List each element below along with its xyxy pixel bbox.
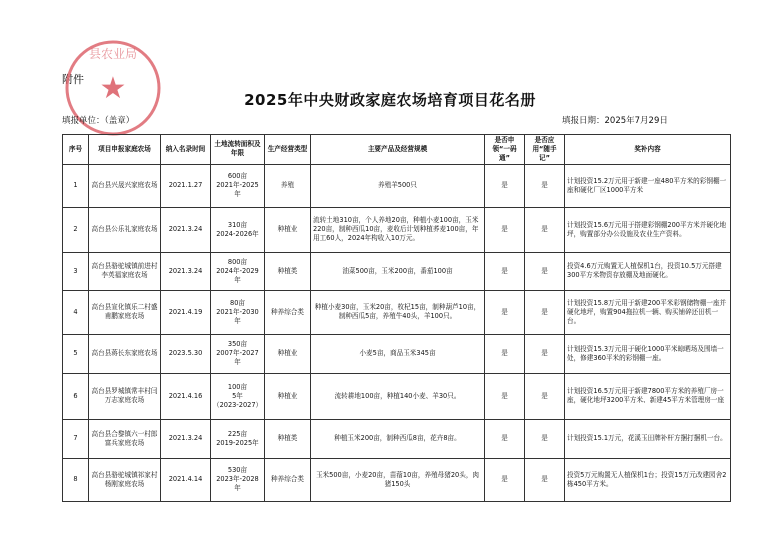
cell-yimatong: 是 bbox=[485, 164, 525, 207]
cell-product: 油菜500亩，玉米200亩，番茄100亩 bbox=[311, 252, 485, 290]
cell-farm: 高台县蒋长东家庭农场 bbox=[89, 334, 161, 373]
svg-text:县农业局: 县农业局 bbox=[88, 47, 138, 61]
cell-no: 8 bbox=[63, 458, 89, 501]
cell-suishouji: 是 bbox=[525, 290, 565, 334]
cell-yimatong: 是 bbox=[485, 373, 525, 419]
col-header-suishouji: 是否应用“随手记” bbox=[525, 135, 565, 165]
cell-time: 2023.5.30 bbox=[161, 334, 211, 373]
unit-label: 填报单位：（盖章） bbox=[62, 116, 135, 126]
table-row bbox=[63, 164, 731, 207]
cell-time: 2021.3.24 bbox=[161, 252, 211, 290]
seal-star-icon: ★ bbox=[99, 71, 127, 106]
cell-yimatong: 是 bbox=[485, 207, 525, 252]
cell-no: 2 bbox=[63, 207, 89, 252]
cell-subsidy: 计划投资16.5万元用于新建7800平方米的养殖厂房一座，硬化地坪3200平方米、新建45平方米管理房一座 bbox=[565, 373, 731, 419]
cell-yimatong: 是 bbox=[485, 419, 525, 458]
cell-no: 3 bbox=[63, 252, 89, 290]
cell-time: 2021.3.24 bbox=[161, 207, 211, 252]
cell-farm: 高台县合黎镇六一村郎富兵家庭农场 bbox=[89, 419, 161, 458]
cell-type: 养殖 bbox=[265, 164, 311, 207]
cell-land: 350亩 2007年-2027年 bbox=[211, 334, 265, 373]
table-header-row bbox=[63, 135, 731, 165]
cell-yimatong: 是 bbox=[485, 334, 525, 373]
table-row bbox=[63, 458, 731, 501]
cell-subsidy: 计划投资15.3万元用于硬化1000平米晾晒场及围墙一处，修建360平米的彩钢棚一座。 bbox=[565, 334, 731, 373]
cell-suishouji: 是 bbox=[525, 458, 565, 501]
table-row bbox=[63, 207, 731, 252]
cell-suishouji: 是 bbox=[525, 334, 565, 373]
cell-land: 225亩 2019-2025年 bbox=[211, 419, 265, 458]
cell-product: 玉米500亩，小麦20亩，苗蓿10亩，养殖母猪20头，肉猪150头 bbox=[311, 458, 485, 501]
cell-yimatong: 是 bbox=[485, 458, 525, 501]
cell-farm: 高台县公乐礼家庭农场 bbox=[89, 207, 161, 252]
table-row bbox=[63, 419, 731, 458]
col-header-type: 生产经营类型 bbox=[265, 135, 311, 165]
cell-land: 310亩 2024-2026年 bbox=[211, 207, 265, 252]
page-title: 2025年中央财政家庭农场培育项目花名册 bbox=[244, 91, 536, 109]
cell-yimatong: 是 bbox=[485, 290, 525, 334]
cell-no: 5 bbox=[63, 334, 89, 373]
cell-yimatong: 是 bbox=[485, 252, 525, 290]
attachment-label: 附件 bbox=[62, 73, 84, 86]
table-row bbox=[63, 373, 731, 419]
cell-subsidy: 计划投资15.6万元用于搭建彩钢棚200平方米并硬化地坪，购置部分办公设施及农业生产资料。 bbox=[565, 207, 731, 252]
cell-subsidy: 计划投资15.1万元，花溪玉田牌补杆方捆打捆机一台。 bbox=[565, 419, 731, 458]
cell-land: 530亩 2023年-2028年 bbox=[211, 458, 265, 501]
cell-time: 2021.3.24 bbox=[161, 419, 211, 458]
farm-roster-table bbox=[62, 134, 731, 502]
cell-time: 2021.4.14 bbox=[161, 458, 211, 501]
cell-farm: 高台县罗城镇常丰村闫万志家庭农场 bbox=[89, 373, 161, 419]
cell-type: 种植类 bbox=[265, 252, 311, 290]
cell-no: 1 bbox=[63, 164, 89, 207]
cell-time: 2021.4.19 bbox=[161, 290, 211, 334]
cell-farm: 高台县宣化镇乐二村盛甫鹏家庭农场 bbox=[89, 290, 161, 334]
cell-no: 4 bbox=[63, 290, 89, 334]
table-row bbox=[63, 290, 731, 334]
cell-land: 600亩 2021年-2025年 bbox=[211, 164, 265, 207]
cell-type: 种植业 bbox=[265, 334, 311, 373]
cell-farm: 高台县骆驼城镇祁家村杨刚家庭农场 bbox=[89, 458, 161, 501]
cell-no: 6 bbox=[63, 373, 89, 419]
fill-date-label: 填报日期：2025年7月29日 bbox=[562, 116, 668, 126]
cell-type: 种植类 bbox=[265, 419, 311, 458]
cell-land: 80亩 2021年-2030年 bbox=[211, 290, 265, 334]
cell-type: 种植业 bbox=[265, 373, 311, 419]
col-header-subsidy: 奖补内容 bbox=[565, 135, 731, 165]
cell-subsidy: 投资4.6万元购置无人植保机1台，投资10.5万元搭建300平方米物资存放棚及地面硬化。 bbox=[565, 252, 731, 290]
col-header-no: 序号 bbox=[63, 135, 89, 165]
cell-type: 种植业 bbox=[265, 207, 311, 252]
col-header-yimatong: 是否申领“一码通” bbox=[485, 135, 525, 165]
cell-suishouji: 是 bbox=[525, 164, 565, 207]
cell-subsidy: 计划投资15.2万元用于新建一座480平方米的彩钢棚一座和硬化厂区1000平方米 bbox=[565, 164, 731, 207]
table-row bbox=[63, 252, 731, 290]
col-header-land: 土地流转面积及年限 bbox=[211, 135, 265, 165]
cell-time: 2021.4.16 bbox=[161, 373, 211, 419]
cell-suishouji: 是 bbox=[525, 419, 565, 458]
cell-product: 流转土地310亩，个人养地20亩，种植小麦100亩，玉米220亩，制种西瓜10亩，麦收后计划种植荞麦100亩，年用工60人，2024年构收入10万元。 bbox=[311, 207, 485, 252]
cell-time: 2021.1.27 bbox=[161, 164, 211, 207]
cell-subsidy: 投资5万元购置无人植保机1台；投资15万元改建园舍2栋450平方米。 bbox=[565, 458, 731, 501]
cell-product: 种植小麦30亩，玉米20亩，枚杞15亩，制种葫芦10亩，制种西瓜5亩，养殖牛40头，羊100只。 bbox=[311, 290, 485, 334]
cell-type: 种养综合类 bbox=[265, 290, 311, 334]
col-header-farm: 项目申报家庭农场 bbox=[89, 135, 161, 165]
cell-suishouji: 是 bbox=[525, 207, 565, 252]
cell-farm: 高台县骆驼城镇前进村李英福家庭农场 bbox=[89, 252, 161, 290]
cell-farm: 高台县兴晟兴家庭农场 bbox=[89, 164, 161, 207]
cell-product: 流转耕地100亩，种植140小麦、羊30只。 bbox=[311, 373, 485, 419]
cell-product: 种植玉米200亩，制种西瓜8亩，花卉8亩。 bbox=[311, 419, 485, 458]
cell-suishouji: 是 bbox=[525, 373, 565, 419]
cell-land: 800亩 2024年-2029年 bbox=[211, 252, 265, 290]
cell-product: 小麦5亩，商品玉米345亩 bbox=[311, 334, 485, 373]
cell-suishouji: 是 bbox=[525, 252, 565, 290]
table-row bbox=[63, 334, 731, 373]
cell-land: 100亩 5年 （2023-2027） bbox=[211, 373, 265, 419]
col-header-product: 主要产品及经营规模 bbox=[311, 135, 485, 165]
cell-subsidy: 计划投资15.8万元用于新建200平米彩钢储物棚一座并硬化地坪，购置904拖拉机一辆、购买铺碎还田机一台。 bbox=[565, 290, 731, 334]
col-header-time: 纳入名录时间 bbox=[161, 135, 211, 165]
cell-type: 种养综合类 bbox=[265, 458, 311, 501]
cell-no: 7 bbox=[63, 419, 89, 458]
cell-product: 养殖羊500只 bbox=[311, 164, 485, 207]
